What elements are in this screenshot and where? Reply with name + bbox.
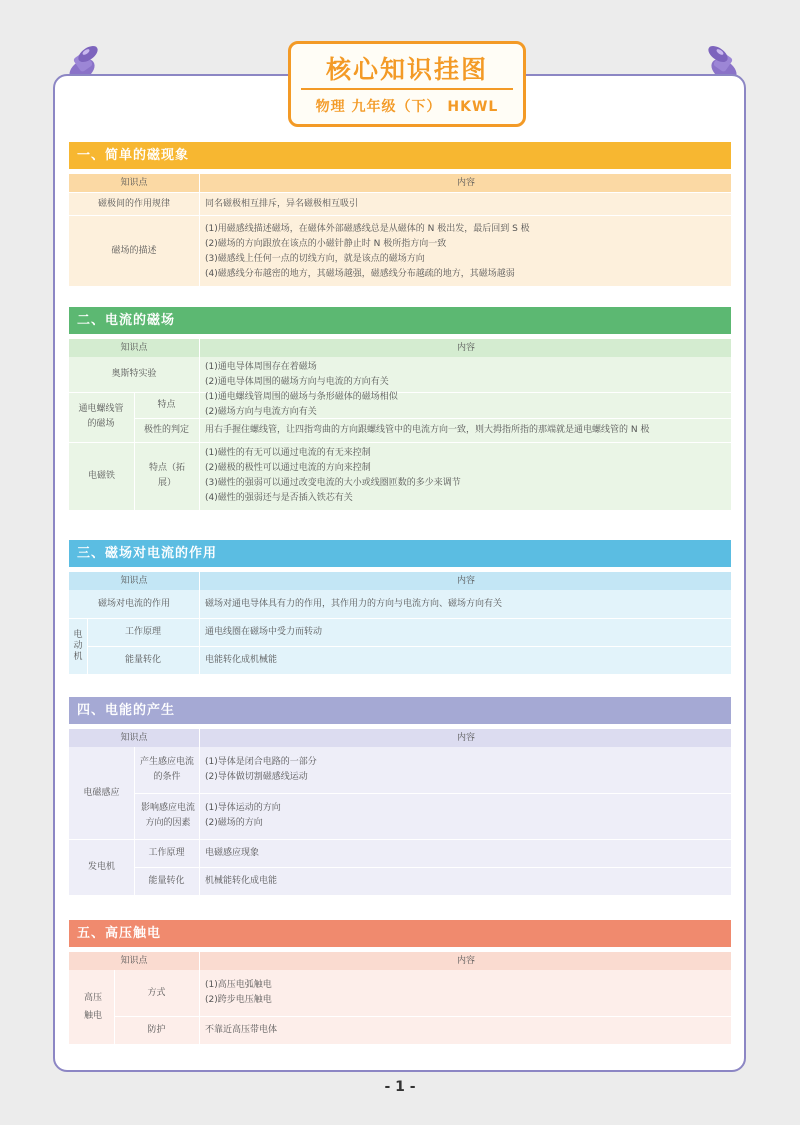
table-header — [69, 729, 731, 747]
content-line: (1)高压电弧触电 — [205, 980, 272, 990]
content-line: (2)磁场方向与电流方向有关 — [205, 407, 317, 417]
row-content — [205, 839, 725, 867]
content-line: 同名磁极相互排斥，异名磁极相互吸引 — [205, 199, 359, 209]
table-row — [69, 215, 731, 286]
row-label: 工作原理 — [124, 626, 161, 637]
table-header — [69, 572, 731, 590]
section-simple-magnetism — [69, 142, 731, 286]
knowledge-table — [69, 729, 731, 895]
content-line: 电磁感应现象 — [205, 847, 260, 858]
row-label: 高压触电 — [83, 993, 102, 1021]
section-title: 三、磁场对电流的作用 — [69, 540, 731, 567]
content-line: (2)通电导体周围的磁场方向与电流的方向有关 — [205, 376, 389, 387]
row-sublabel: 极性的判定 — [143, 424, 189, 435]
content-line: 磁场对通电导体具有力的作用，其作用力的方向与电流方向、磁场方向有关 — [205, 598, 503, 609]
row-content — [205, 418, 725, 442]
row-sublabel: 特点（拓展） — [148, 463, 185, 488]
table-row — [69, 192, 731, 215]
row-content — [205, 793, 725, 839]
section-title: 一、简单的磁现象 — [69, 142, 731, 169]
row-content — [205, 357, 725, 392]
row-label: 磁极间的作用规律 — [97, 199, 170, 209]
content-line: (1)通电导体周围存在着磁场 — [205, 361, 317, 372]
content-line: (4)磁性的强弱还与是否插入铁芯有关 — [205, 493, 353, 503]
row-label: 奥斯特实验 — [111, 369, 157, 379]
row-content — [205, 618, 725, 646]
row-content — [205, 590, 725, 618]
col-header-knowledge: 知识点 — [120, 733, 148, 743]
table-header — [69, 952, 731, 970]
table-header — [69, 174, 731, 192]
knowledge-table — [69, 952, 731, 1044]
content-line: 用右手握住螺线管，让四指弯曲的方向跟螺线管中的电流方向一致，则大拇指所指的那端就是通电螺线管的 N 极 — [205, 424, 650, 435]
content-line: (1)导体是闭合电路的一部分 — [205, 757, 317, 767]
content-line: (2)导体做切割磁感线运动 — [205, 772, 308, 782]
row-sublabel: 特点 — [157, 399, 176, 410]
section-field-force-on-current — [69, 540, 731, 674]
content-line: (2)跨步电压触电 — [205, 995, 272, 1005]
row-content — [205, 216, 725, 287]
content-line: (2)磁极的极性可以通过电流的方向来控制 — [205, 463, 371, 473]
row-sublabel: 影响感应电流方向的因素 — [140, 803, 195, 828]
row-label: 能量转化 — [124, 654, 161, 665]
poster-title: 核心知识挂图 — [301, 50, 513, 90]
col-header-knowledge: 知识点 — [120, 343, 148, 353]
row-content — [205, 193, 725, 216]
page-number: - 1 - — [384, 1079, 416, 1095]
row-label: 磁场的描述 — [111, 246, 157, 256]
content-line: 机械能转化成电能 — [205, 875, 278, 886]
row-label: 电磁铁 — [87, 470, 115, 481]
row-label: 磁场对电流的作用 — [97, 598, 170, 609]
section-high-voltage-shock — [69, 920, 731, 1044]
row-content — [205, 392, 725, 418]
row-content — [205, 747, 725, 793]
row-label: 发电机 — [87, 861, 115, 872]
row-content — [205, 867, 725, 895]
content-line: 通电线圈在磁场中受力而转动 — [205, 626, 323, 637]
knowledge-table — [69, 572, 731, 674]
row-sublabel: 防护 — [147, 1024, 166, 1035]
col-header-content: 内容 — [456, 956, 475, 966]
content-line: (1)磁性的有无可以通过电流的有无来控制 — [205, 448, 371, 458]
row-sublabel: 能量转化 — [148, 875, 185, 886]
poster-header — [288, 41, 526, 127]
content-line: (4)磁感线分布越密的地方，其磁场越强，磁感线分布越疏的地方，其磁场越弱 — [205, 268, 515, 279]
content-line: (3)磁性的强弱可以通过改变电流的大小或线圈匝数的多少来调节 — [205, 478, 461, 488]
col-header-content: 内容 — [456, 343, 475, 353]
row-sublabel: 产生感应电流的条件 — [139, 757, 194, 782]
row-label: 通电螺线管的磁场 — [78, 404, 124, 429]
content-line: (2)磁场的方向跟放在该点的小磁针静止时 N 极所指方向一致 — [205, 238, 447, 249]
content-line: 电能转化成机械能 — [205, 654, 278, 665]
row-content — [205, 442, 725, 510]
poster-subtitle: 物理 九年级（下） HKWL — [315, 99, 499, 115]
table-header — [69, 339, 731, 357]
content-line: 不靠近高压带电体 — [205, 1024, 278, 1035]
col-header-knowledge: 知识点 — [120, 956, 148, 966]
col-header-knowledge: 知识点 — [120, 178, 148, 188]
motor-label: 电动机 — [73, 629, 83, 662]
knowledge-table — [69, 339, 731, 510]
col-header-content: 内容 — [456, 733, 475, 743]
knowledge-table — [69, 174, 731, 286]
row-content — [205, 1016, 725, 1044]
content-line: (3)磁感线上任何一点的切线方向，就是该点的磁场方向 — [205, 253, 425, 264]
content-line: (1)用磁感线描述磁场，在磁体外部磁感线总是从磁体的 N 极出发，最后回到 S 极 — [205, 223, 530, 234]
section-title: 五、高压触电 — [69, 920, 731, 947]
col-header-knowledge: 知识点 — [120, 576, 148, 586]
section-title: 四、电能的产生 — [69, 697, 731, 724]
section-electricity-generation — [69, 697, 731, 895]
col-header-content: 内容 — [456, 576, 475, 586]
col-header-content: 内容 — [456, 178, 475, 188]
content-line: (1)通电螺线管周围的磁场与条形磁体的磁场相似 — [205, 392, 398, 402]
row-sublabel: 工作原理 — [148, 847, 185, 858]
row-label: 电磁感应 — [83, 787, 120, 798]
content-line: (1)导体运动的方向 — [205, 803, 281, 813]
section-current-magnetic-field — [69, 307, 731, 510]
content-line: (2)磁场的方向 — [205, 818, 263, 828]
row-sublabel: 方式 — [147, 987, 166, 998]
row-content — [205, 970, 725, 1016]
row-content — [205, 646, 725, 674]
section-title: 二、电流的磁场 — [69, 307, 731, 334]
